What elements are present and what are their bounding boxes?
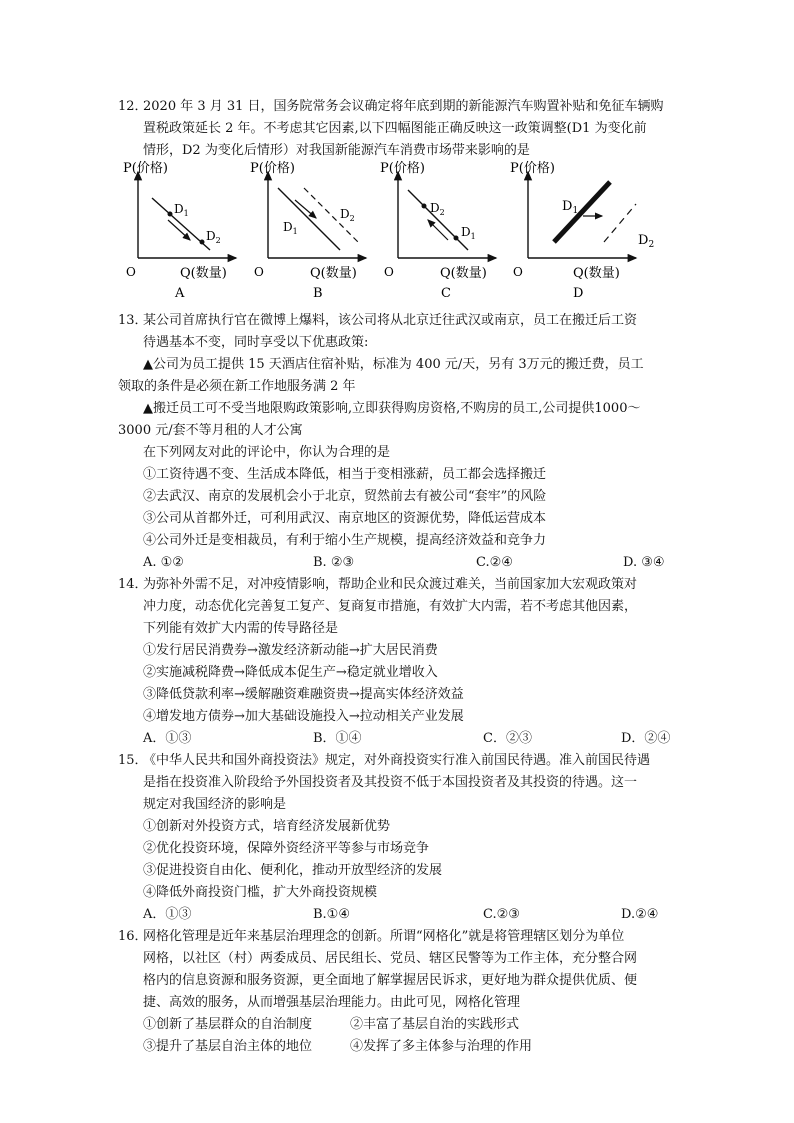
option-c[interactable]: C.②③	[483, 907, 520, 922]
question-text-line: ▲搬迁员工可不受当地限购政策影响,立即获得购房资格,不购房的员工,公司提供1000～	[143, 401, 641, 416]
question-text-line: 待遇基本不变，同时享受以下优惠政策:	[143, 335, 369, 350]
question-text-line: 网格，以社区（村）两委成员、居民组长、党员、辖区民警等为工作主体，充分整合网	[143, 951, 638, 966]
question-text-line: 格内的信息资源和服务资源，更全面地了解掌握居民诉求，更好地为群众提供优质、便	[143, 973, 638, 988]
question-text-line: 为弥补外需不足，对冲疫情影响，帮助企业和民众渡过难关，当前国家加大宏观政策对	[143, 577, 638, 592]
d2-label: $D_2$	[206, 229, 221, 245]
demand-curve-d1	[278, 188, 340, 250]
statement-line: ③促进投资自由化、便利化，推动开放型经济的发展	[143, 863, 443, 878]
answer-options	[143, 904, 673, 925]
statement-line: ④降低外商投资门槛，扩大外商投资规模	[143, 885, 378, 900]
option-d[interactable]: D.②④	[621, 907, 659, 922]
statement-line: ②优化投资环境，保障外资经济平等参与市场竞争	[143, 841, 430, 856]
question-text-line: 在下列网友对此的评论中，你认为合理的是	[143, 445, 391, 460]
demand-curve-d2	[604, 204, 636, 242]
option-a[interactable]: A. ①②	[143, 555, 184, 570]
question-text-line: 网格化管理是近年来基层治理理念的创新。所谓“网格化”就是将管理辖区划分为单位	[143, 929, 625, 944]
origin-label: O	[384, 265, 394, 279]
option-c[interactable]: C.②④	[476, 555, 513, 570]
option-b[interactable]: B.①④	[313, 907, 350, 922]
origin-label: O	[254, 265, 264, 279]
statement-line: ①创新了基层群众的自治制度	[143, 1017, 313, 1032]
option-c[interactable]: C．②③	[483, 731, 532, 746]
d1-label: $D_1$	[461, 225, 476, 241]
graph-option-label: C	[441, 286, 451, 301]
question-text-line: 捷、高效的服务，从而增强基层治理能力。由此可见，网格化管理	[143, 995, 521, 1010]
graph-d	[510, 160, 654, 301]
graph-b	[250, 160, 366, 301]
question-text-line: ▲公司为员工提供 15 天酒店住宿补贴，标准为 400 元/天，另有 3万元的搬迁费，员工	[143, 357, 644, 372]
point-d2	[422, 204, 427, 209]
answer-options	[143, 728, 673, 749]
question-number: 12．	[118, 99, 148, 114]
option-b[interactable]: B．①④	[313, 731, 362, 746]
point-d1	[454, 236, 459, 241]
option-d[interactable]: D．②④	[621, 731, 671, 746]
x-axis-label: Q(数量)	[573, 266, 620, 281]
option-b[interactable]: B. ②③	[313, 555, 355, 570]
graph-a	[123, 160, 236, 301]
graph-option-label: D	[573, 286, 584, 301]
question-text-line: 是指在投资准入阶段给予外国投资者及其投资不低于本国投资者及其投资的待遇。这一	[143, 775, 638, 790]
question-number: 14．	[118, 577, 148, 592]
statement-line: ②实施减税降费→降低成本促生产→稳定就业增收入	[143, 665, 438, 680]
y-axis-label: P(价格)	[510, 161, 555, 176]
question-text-line: 领取的条件是必须在新工作地服务满 2 年	[118, 379, 356, 394]
graph-option-label: B	[313, 286, 323, 301]
question-number: 16．	[118, 929, 148, 944]
question-text-line: 情形，D2 为变化后情形）对我国新能源汽车消费市场带来影响的是	[143, 143, 530, 158]
d1-label: $D_1$	[283, 220, 298, 236]
option-a[interactable]: A．①③	[143, 731, 192, 746]
statement-line: ④增发地方债券→加大基础设施投入→拉动相关产业发展	[143, 709, 464, 724]
demand-curve-line	[408, 190, 468, 250]
graph-c	[380, 160, 496, 301]
origin-label: O	[513, 265, 523, 279]
origin-label: O	[126, 265, 136, 279]
point-d1	[168, 212, 173, 217]
shift-arrow	[428, 220, 448, 240]
statement-line: ④公司外迁是变相裁员，有利于缩小生产规模，提高经济效益和竞争力	[143, 533, 547, 548]
y-axis-label: P(价格)	[380, 161, 425, 176]
statement-line: ③公司从首都外迁，可利用武汉、南京地区的资源优势，降低运营成本	[143, 511, 547, 526]
d2-label: $D_2$	[340, 207, 355, 223]
question-text-line: 置税政策延长 2 年。不考虑其它因素,以下四幅图能正确反映这一政策调整(D1 为变化前	[143, 121, 647, 136]
y-axis-label: P(价格)	[123, 161, 168, 176]
statement-line: ②去武汉、南京的发展机会小于北京，贸然前去有被公司“套牢”的风险	[143, 489, 547, 504]
y-axis-label: P(价格)	[250, 161, 295, 176]
statement-line: ③降低贷款利率→缓解融资难融资贵→提高实体经济效益	[143, 687, 464, 702]
option-d[interactable]: D. ③④	[623, 555, 665, 570]
demand-curve-graphs	[118, 160, 655, 305]
x-axis-label: Q(数量)	[440, 266, 487, 281]
statement-line: ④发挥了多主体参与治理的作用	[350, 1039, 533, 1054]
graphs-svg	[118, 160, 655, 305]
d1-label: $D_1$	[174, 202, 189, 218]
statement-line: ①发行居民消费券→激发经济新动能→扩大居民消费	[143, 643, 438, 658]
x-axis-label: Q(数量)	[310, 266, 357, 281]
statement-line: ③提升了基层自治主体的地位	[143, 1039, 313, 1054]
d2-label: $D_2$	[430, 201, 445, 217]
graph-option-label: A	[175, 286, 185, 301]
x-axis-label: Q(数量)	[180, 266, 227, 281]
answer-options	[143, 552, 673, 573]
d2-label: $D_2$	[638, 233, 655, 250]
question-text-line: 下列能有效扩大内需的传导路径是	[143, 621, 339, 636]
point-d2	[200, 240, 205, 245]
question-number: 15．	[118, 753, 148, 768]
statement-line: ②丰富了基层自治的实践形式	[350, 1017, 520, 1032]
question-text-line: 某公司首席执行官在微博上爆料，该公司将从北京迁往武汉或南京，员工在搬迁后工资	[143, 313, 638, 328]
statement-line: ①创新对外投资方式，培育经济发展新优势	[143, 819, 391, 834]
question-text-line: 3000 元/套不等月租的人才公寓	[118, 423, 303, 438]
question-text-line: 2020 年 3 月 31 日，国务院常务会议确定将年底到期的新能源汽车购置补贴和免征车辆购	[143, 99, 664, 114]
question-number: 13．	[118, 313, 148, 328]
question-text-line: 冲力度，动态优化完善复工复产、复商复市措施，有效扩大内需，若不考虑其他因素，	[143, 599, 638, 614]
question-text-line: 《中华人民共和国外商投资法》规定，对外商投资实行准入前国民待遇。准入前国民待遇	[143, 753, 651, 768]
d1-label: $D_1$	[562, 199, 579, 216]
question-text-line: 规定对我国经济的影响是	[143, 797, 287, 812]
statement-line: ①工资待遇不变、生活成本降低，相当于变相涨薪，员工都会选择搬迁	[143, 467, 547, 482]
option-a[interactable]: A．①③	[143, 907, 192, 922]
